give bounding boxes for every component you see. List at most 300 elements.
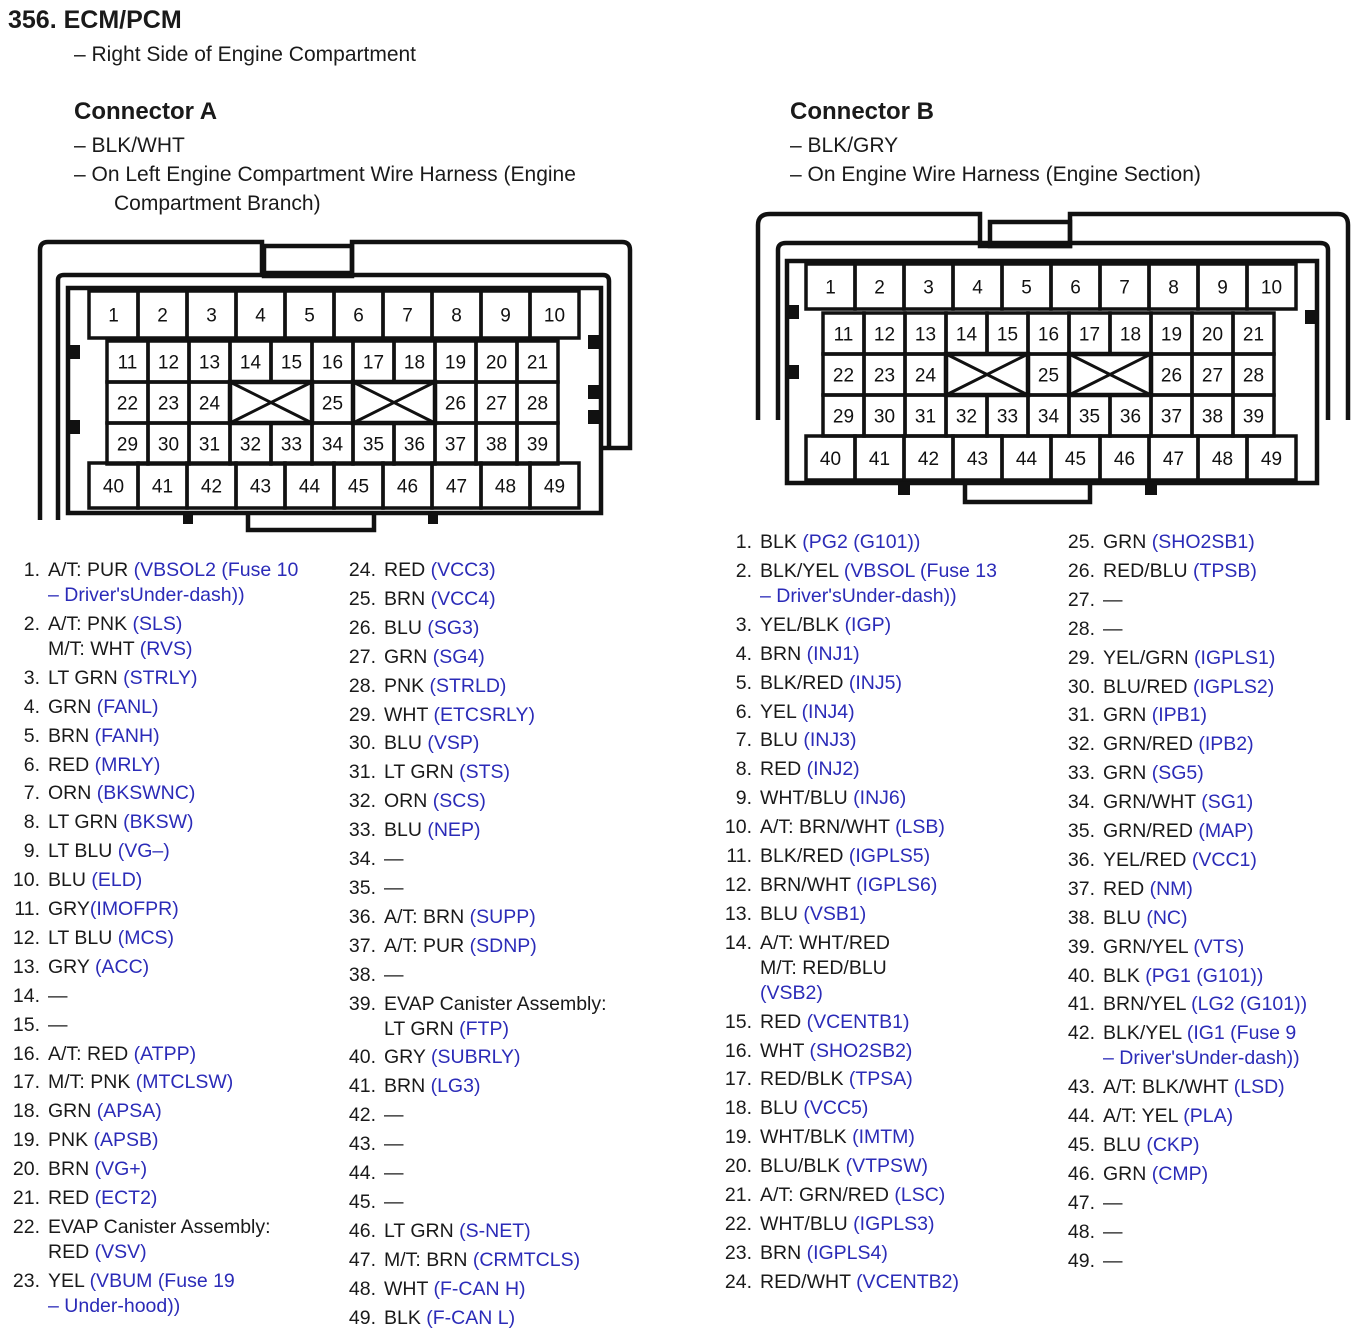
pin-number: 5. xyxy=(23,724,40,747)
pin-description xyxy=(48,1157,147,1182)
pin-description xyxy=(48,839,170,864)
wire-color: EVAP Canister Assembly: xyxy=(384,992,607,1015)
signal-name: (SDNP) xyxy=(469,934,537,957)
pin-description xyxy=(1103,675,1274,700)
wire-color: LT GRN xyxy=(384,761,460,784)
connector-a-cavity-number: 38 xyxy=(485,434,508,456)
pin-number: 39. xyxy=(348,992,376,1015)
wire-color: — xyxy=(384,1104,404,1127)
pin-number: 10. xyxy=(12,869,40,892)
wire-color: BLK/YEL xyxy=(760,559,844,582)
pin-number: 24. xyxy=(724,1270,752,1293)
signal-name: (SHO2SB2) xyxy=(809,1039,913,1062)
wire-color: A/T: YEL xyxy=(1103,1105,1184,1128)
pin-description xyxy=(1103,1249,1123,1274)
pin-number: 22. xyxy=(724,1212,752,1235)
pin-description xyxy=(760,700,855,725)
wire-color: — xyxy=(48,1013,68,1036)
signal-name: (SUPP) xyxy=(469,905,536,928)
connector-a-cavity-number: 4 xyxy=(255,305,266,327)
signal-name: (VBSOL (Fuse 13 xyxy=(843,559,998,582)
connector-a-side-tab xyxy=(588,335,602,349)
connector-a-cavity-number: 2 xyxy=(157,305,168,327)
connector-b-cavity-number: 14 xyxy=(955,324,978,346)
wire-color: YEL/BLK xyxy=(760,613,845,636)
connector-a-cavity-number: 3 xyxy=(206,305,217,327)
wire-color: YEL xyxy=(760,700,802,723)
pin-number: 42. xyxy=(1067,1022,1095,1045)
wire-color: A/T: BRN xyxy=(384,905,470,928)
pin-number: 14. xyxy=(724,931,752,954)
signal-name: (VCC1) xyxy=(1191,848,1257,871)
wire-color: RED xyxy=(48,1187,95,1209)
pin-description xyxy=(384,731,479,756)
wire-color: PNK xyxy=(384,674,430,697)
signal-name: (TPSB) xyxy=(1192,559,1257,582)
connector-b-cavity-number: 45 xyxy=(1064,449,1087,470)
connector-b-cavity-number: 1 xyxy=(825,277,836,299)
wire-color: GRN/WHT xyxy=(1103,791,1202,814)
wire-color: A/T: PUR xyxy=(384,934,470,957)
wire-color: LT GRN xyxy=(48,666,124,689)
signal-name: (VTPSW) xyxy=(845,1155,928,1178)
wire-color: A/T: GRN/RED xyxy=(760,1184,895,1206)
wire-color: — xyxy=(1103,1220,1123,1243)
pin-description xyxy=(384,1190,404,1215)
signal-name: (VCC4) xyxy=(430,587,496,610)
connector-a-cavity-number: 46 xyxy=(396,476,419,498)
signal-name: (F-CAN H) xyxy=(433,1277,526,1300)
connector-b-cavity-number: 34 xyxy=(1037,406,1060,428)
wire-color: LT GRN xyxy=(384,1017,460,1040)
connector-a-cavity-number: 1 xyxy=(108,305,119,327)
pin-description xyxy=(760,786,906,811)
connector-a-color: – BLK/WHT xyxy=(74,134,185,157)
pin-number: 47. xyxy=(348,1248,376,1271)
pin-number: 40. xyxy=(1067,964,1095,987)
connector-a-cavity-number: 22 xyxy=(116,393,139,415)
connector-a-cavity-number: 8 xyxy=(451,305,462,327)
pin-number: 28. xyxy=(348,674,376,697)
connector-a-side-tab xyxy=(588,410,602,424)
pin-number: 48. xyxy=(348,1277,376,1300)
pin-description xyxy=(384,789,486,814)
connector-a-cavity-number: 28 xyxy=(526,393,549,415)
connector-a-cavity-number: 43 xyxy=(249,476,272,498)
connector-b-cavity-number: 26 xyxy=(1160,365,1183,387)
wire-color: — xyxy=(384,963,404,986)
pin-description xyxy=(760,559,997,584)
pin-description xyxy=(760,815,945,840)
signal-name: (SHO2SB1) xyxy=(1151,531,1255,553)
wire-color: GRN/YEL xyxy=(1103,935,1194,958)
pin-number: 19. xyxy=(724,1126,752,1149)
pin-description xyxy=(760,956,887,981)
connector-a-cavity-number: 12 xyxy=(157,352,180,374)
pin-number: 44. xyxy=(348,1162,376,1184)
pin-number: 33. xyxy=(1067,762,1095,785)
signal-name: (APSB) xyxy=(93,1129,159,1152)
pin-number: 15. xyxy=(724,1010,752,1033)
connector-b-cavity-number: 43 xyxy=(966,449,989,470)
signal-name: (LSD) xyxy=(1233,1076,1285,1099)
connector-a-cavity-number: 29 xyxy=(116,434,139,456)
connector-a-cavity-number: 10 xyxy=(543,305,566,327)
signal-name: (SG3) xyxy=(427,616,480,639)
connector-a-cavity-number: 35 xyxy=(362,434,385,456)
wire-color: GRN xyxy=(48,695,97,718)
connector-b-cavity-number: 12 xyxy=(873,324,896,346)
connector-b-cavity-number: 8 xyxy=(1168,277,1179,299)
pin-number: 27. xyxy=(1067,588,1095,611)
signal-name: (IPB1) xyxy=(1151,704,1208,727)
pin-description xyxy=(48,868,142,893)
connector-b-cavity-number: 31 xyxy=(914,406,937,428)
signal-name: (SUBRLY) xyxy=(430,1046,521,1069)
connector-b-cavity-number: 47 xyxy=(1162,449,1185,470)
connector-b-cavity-number: 24 xyxy=(914,365,937,387)
signal-name: (IMOFPR) xyxy=(89,898,179,920)
wire-color: BLU xyxy=(1103,906,1147,929)
connector-a-cavity-number: 25 xyxy=(321,393,344,415)
pin-description xyxy=(384,1103,404,1128)
pin-description xyxy=(1103,617,1123,642)
pin-number: 38. xyxy=(1067,906,1095,929)
wire-color: BRN/YEL xyxy=(1103,993,1192,1016)
wire-color: RED/WHT xyxy=(760,1270,857,1293)
pin-description xyxy=(48,583,245,608)
pin-number: 3. xyxy=(735,613,752,636)
signal-name: (VCENTB1) xyxy=(806,1010,910,1033)
connector-b-cavity-number: 41 xyxy=(868,449,891,470)
signal-name: (SG4) xyxy=(432,645,485,668)
connector-a-side-tab xyxy=(183,512,193,524)
wire-color: RED xyxy=(48,1240,95,1263)
pin-description xyxy=(384,1132,404,1157)
signal-name: (LG2 (G101)) xyxy=(1191,993,1308,1016)
pin-number: 32. xyxy=(348,790,376,813)
pin-description xyxy=(48,637,192,662)
pin-number: 18. xyxy=(12,1100,40,1123)
pin-description xyxy=(760,1183,945,1208)
pin-description xyxy=(760,1154,928,1179)
wire-color: GRN/RED xyxy=(1103,733,1199,756)
pin-description xyxy=(48,926,174,951)
pin-description xyxy=(48,781,195,806)
connector-b-cavity-number: 32 xyxy=(955,406,978,428)
connector-b-cavity-number: 19 xyxy=(1160,324,1183,346)
pin-number: 30. xyxy=(1067,675,1095,698)
pin-number: 9. xyxy=(23,840,40,863)
connector-a-cavity-number: 49 xyxy=(543,476,566,498)
connector-b-cavity-number: 13 xyxy=(914,324,937,346)
signal-name: (BKSWNC) xyxy=(96,782,196,805)
pin-description xyxy=(760,642,860,667)
signal-name: (IPB2) xyxy=(1198,733,1254,756)
signal-name: (VCC3) xyxy=(430,559,496,581)
pin-description xyxy=(760,1010,910,1035)
wire-color: RED xyxy=(48,753,95,776)
pin-description xyxy=(1103,1046,1300,1071)
wire-color: GRN xyxy=(384,645,433,668)
signal-name: (LG3) xyxy=(430,1075,481,1098)
pin-description xyxy=(384,1161,404,1186)
connector-b-cavity-number: 40 xyxy=(819,449,842,470)
connector-a-diagram xyxy=(40,242,630,530)
wire-color: BRN xyxy=(760,642,807,665)
connector-b-cavity-number: 21 xyxy=(1242,324,1265,346)
connector-b-cavity-number: 25 xyxy=(1037,365,1060,387)
wire-color: M/T: RED/BLU xyxy=(760,956,887,979)
wire-color: WHT/BLU xyxy=(760,787,854,810)
pin-description xyxy=(384,905,536,930)
signal-name: (IGPLS3) xyxy=(853,1212,935,1235)
signal-name: (CMP) xyxy=(1151,1162,1209,1185)
pin-description xyxy=(1103,964,1263,989)
connector-a-cavity-number: 44 xyxy=(298,476,321,498)
connector-a-cavity-number: 39 xyxy=(526,434,549,456)
pin-description xyxy=(384,1306,515,1331)
connector-a-title: Connector A xyxy=(74,98,218,125)
pin-number: 18. xyxy=(724,1097,752,1120)
signal-name: (SG1) xyxy=(1201,791,1254,814)
signal-name: (TPSA) xyxy=(848,1068,913,1091)
pin-description xyxy=(760,1212,934,1237)
wire-color: BRN xyxy=(384,1075,431,1098)
wire-color: ORN xyxy=(384,790,433,813)
pin-number: 29. xyxy=(348,703,376,726)
signal-name: (IGPLS2) xyxy=(1192,675,1275,698)
signal-name: (ELD) xyxy=(91,869,143,892)
pin-description xyxy=(384,1277,526,1302)
signal-name: (F-CAN L) xyxy=(426,1306,516,1329)
wire-color: A/T: BRN/WHT xyxy=(760,816,896,839)
signal-name: (VG–) xyxy=(117,840,170,863)
pin-number: 21. xyxy=(12,1187,40,1209)
pin-description xyxy=(1103,530,1255,555)
connector-b-cavity-number: 30 xyxy=(873,406,896,428)
pin-number: 16. xyxy=(12,1042,40,1065)
pin-number: 44. xyxy=(1067,1105,1095,1128)
signal-name: (MRLY) xyxy=(94,753,161,776)
pin-number: 36. xyxy=(1067,848,1095,871)
pin-description xyxy=(48,558,298,583)
pin-description xyxy=(1103,646,1275,671)
signal-name: (NC) xyxy=(1146,906,1188,929)
pin-description xyxy=(1103,1191,1123,1216)
wire-color: WHT xyxy=(384,1277,434,1300)
pin-number: 4. xyxy=(735,642,752,665)
pin-number: 35. xyxy=(1067,820,1095,842)
connector-b-side-tab xyxy=(1305,310,1317,324)
connector-a-cavity-number: 33 xyxy=(280,434,303,456)
wire-color: GRY xyxy=(48,955,95,978)
pin-number: 43. xyxy=(1067,1076,1095,1099)
connector-b-cavity-number: 17 xyxy=(1078,324,1101,346)
pin-description xyxy=(1103,790,1253,815)
wire-color: GRN xyxy=(1103,704,1152,727)
connector-a-cavity-number: 19 xyxy=(444,352,467,374)
pin-description xyxy=(384,847,404,872)
connector-a-cavity-number: 5 xyxy=(304,305,315,327)
pin-description xyxy=(384,558,496,583)
wire-color: M/T: PNK xyxy=(48,1071,136,1094)
pin-number: 5. xyxy=(735,671,752,694)
wire-color: BLU xyxy=(1103,1134,1147,1156)
wire-color: — xyxy=(384,876,404,899)
pin-description xyxy=(384,876,404,901)
connector-a-cavity-number: 13 xyxy=(198,352,221,374)
pin-number: 24. xyxy=(348,559,376,581)
pin-description xyxy=(1103,877,1193,902)
pin-description xyxy=(760,613,891,638)
signal-name: (ECT2) xyxy=(94,1187,158,1209)
pin-description xyxy=(48,1269,235,1294)
wire-color: WHT/BLK xyxy=(760,1126,853,1149)
wire-color: BLK/RED xyxy=(760,671,849,694)
pin-number: 8. xyxy=(735,758,752,781)
wire-color: BLU xyxy=(384,616,428,639)
pin-description xyxy=(48,1070,233,1095)
signal-name: (VG+) xyxy=(94,1158,148,1181)
wire-color: WHT xyxy=(760,1039,810,1062)
signal-name: (INJ2) xyxy=(806,758,860,781)
connector-a-cavity-number: 36 xyxy=(403,434,426,456)
signal-name: (INJ5) xyxy=(848,671,902,694)
connector-a-cavity-number: 11 xyxy=(117,352,138,374)
pin-number: 47. xyxy=(1067,1191,1095,1214)
wire-color: WHT xyxy=(384,703,434,726)
wire-color: BRN xyxy=(384,587,431,610)
signal-name: (FANH) xyxy=(94,724,160,747)
pin-number: 46. xyxy=(348,1219,376,1242)
signal-name: (SLS) xyxy=(132,612,183,635)
wire-color: BRN xyxy=(760,1241,807,1264)
pin-number: 28. xyxy=(1067,617,1095,640)
pin-description xyxy=(384,587,496,612)
pin-description xyxy=(1103,906,1188,931)
connector-b-cavity-number: 35 xyxy=(1078,406,1101,428)
pin-description xyxy=(760,671,902,696)
pin-number: 9. xyxy=(735,787,752,810)
signal-name: – Driver'sUnder-dash)) xyxy=(760,584,957,607)
wire-color: — xyxy=(1103,1191,1123,1214)
pin-description xyxy=(384,963,404,988)
signal-name: (ETCSRLY) xyxy=(433,703,535,726)
signal-name: – Driver'sUnder-dash)) xyxy=(1103,1047,1300,1070)
signal-name: (IG1 (Fuse 9 xyxy=(1186,1022,1297,1045)
wire-color: — xyxy=(384,1162,404,1184)
wire-color: BLK xyxy=(760,531,803,553)
signal-name: (NM) xyxy=(1149,877,1193,900)
wire-color: BLU/BLK xyxy=(760,1155,846,1178)
pin-description xyxy=(48,666,198,691)
pin-description xyxy=(48,724,160,749)
wire-color: GRN xyxy=(48,1100,97,1123)
wire-color: RED xyxy=(760,758,807,781)
connector-b-cavity-number: 23 xyxy=(873,365,896,387)
wire-color: BRN/WHT xyxy=(760,873,857,896)
wire-color: M/T: WHT xyxy=(48,637,140,660)
connector-b-cavity-number: 44 xyxy=(1015,449,1038,470)
wire-color: ORN xyxy=(48,782,97,805)
pin-description xyxy=(760,902,866,927)
wire-color: BRN xyxy=(48,1158,95,1181)
signal-name: (ATPP) xyxy=(133,1042,197,1065)
signal-name: (MAP) xyxy=(1198,820,1254,842)
wire-color: BLK xyxy=(384,1306,427,1329)
connector-a-side-tab xyxy=(70,345,80,359)
connector-b-cavity-number: 4 xyxy=(972,277,983,299)
pin-number: 12. xyxy=(12,926,40,949)
signal-name: (CRMTCLS) xyxy=(472,1248,581,1271)
pin-number: 42. xyxy=(348,1104,376,1127)
wire-color: BLU xyxy=(48,869,92,892)
pin-number: 4. xyxy=(23,695,40,718)
signal-name: (VTS) xyxy=(1193,935,1245,958)
signal-name: (INJ6) xyxy=(853,787,907,810)
pin-description xyxy=(384,760,510,785)
connector-b-cavity-number: 16 xyxy=(1037,324,1060,346)
connector-a-cavity-number: 37 xyxy=(444,434,467,456)
connector-a-cavity-number: 48 xyxy=(494,476,517,498)
wire-color: A/T: WHT/RED xyxy=(760,931,890,954)
signal-name: (INJ3) xyxy=(803,729,857,752)
connector-b-cavity-number: 9 xyxy=(1217,277,1228,299)
pin-number: 26. xyxy=(348,616,376,639)
wire-color: WHT/BLU xyxy=(760,1212,854,1235)
wire-color: BLK/RED xyxy=(760,845,849,867)
wire-color: LT GRN xyxy=(384,1219,460,1242)
wire-color: GRN/RED xyxy=(1103,820,1199,842)
signal-name: (FTP) xyxy=(459,1017,509,1040)
pin-description xyxy=(760,530,920,555)
connector-b-cavity-number: 2 xyxy=(874,277,885,299)
wire-color: BLU xyxy=(384,819,428,842)
signal-name: (ACC) xyxy=(94,955,150,978)
connector-b-cavity-number: 20 xyxy=(1201,324,1224,346)
pin-description xyxy=(760,844,930,869)
connector-a-cavity-number: 47 xyxy=(445,476,468,498)
page-title: 356. ECM/PCM xyxy=(8,6,182,34)
connector-a-cavity-number: 20 xyxy=(485,352,508,374)
pin-description xyxy=(1103,1104,1233,1129)
pin-number: 33. xyxy=(348,819,376,842)
pin-number: 49. xyxy=(1067,1249,1095,1272)
wire-color: — xyxy=(1103,1249,1123,1272)
connector-a-location: – On Left Engine Compartment Wire Harness (Engine xyxy=(74,163,576,186)
wire-color: YEL/GRN xyxy=(1103,646,1195,669)
signal-name: (IGPLS1) xyxy=(1194,646,1276,669)
wire-color: BLU xyxy=(760,1097,804,1120)
connector-b-cavity-number: 10 xyxy=(1260,277,1283,299)
connector-a-cavity-number: 34 xyxy=(321,434,344,456)
pin-number: 17. xyxy=(12,1071,40,1094)
connector-a-cavity-number: 41 xyxy=(151,476,174,498)
pin-description xyxy=(1103,703,1207,728)
pin-number: 19. xyxy=(12,1129,40,1152)
connector-b-cavity-number: 42 xyxy=(917,449,940,470)
wire-color: RED xyxy=(384,559,431,581)
pin-description xyxy=(48,1215,271,1240)
signal-name: (CKP) xyxy=(1146,1134,1200,1156)
wire-color: — xyxy=(48,984,68,1007)
signal-name: (PG1 (G101)) xyxy=(1145,964,1264,987)
pin-description xyxy=(48,695,159,720)
wire-color: — xyxy=(1103,617,1123,640)
signal-name: (PLA) xyxy=(1183,1105,1234,1128)
connector-a-cavity-number: 32 xyxy=(239,434,262,456)
